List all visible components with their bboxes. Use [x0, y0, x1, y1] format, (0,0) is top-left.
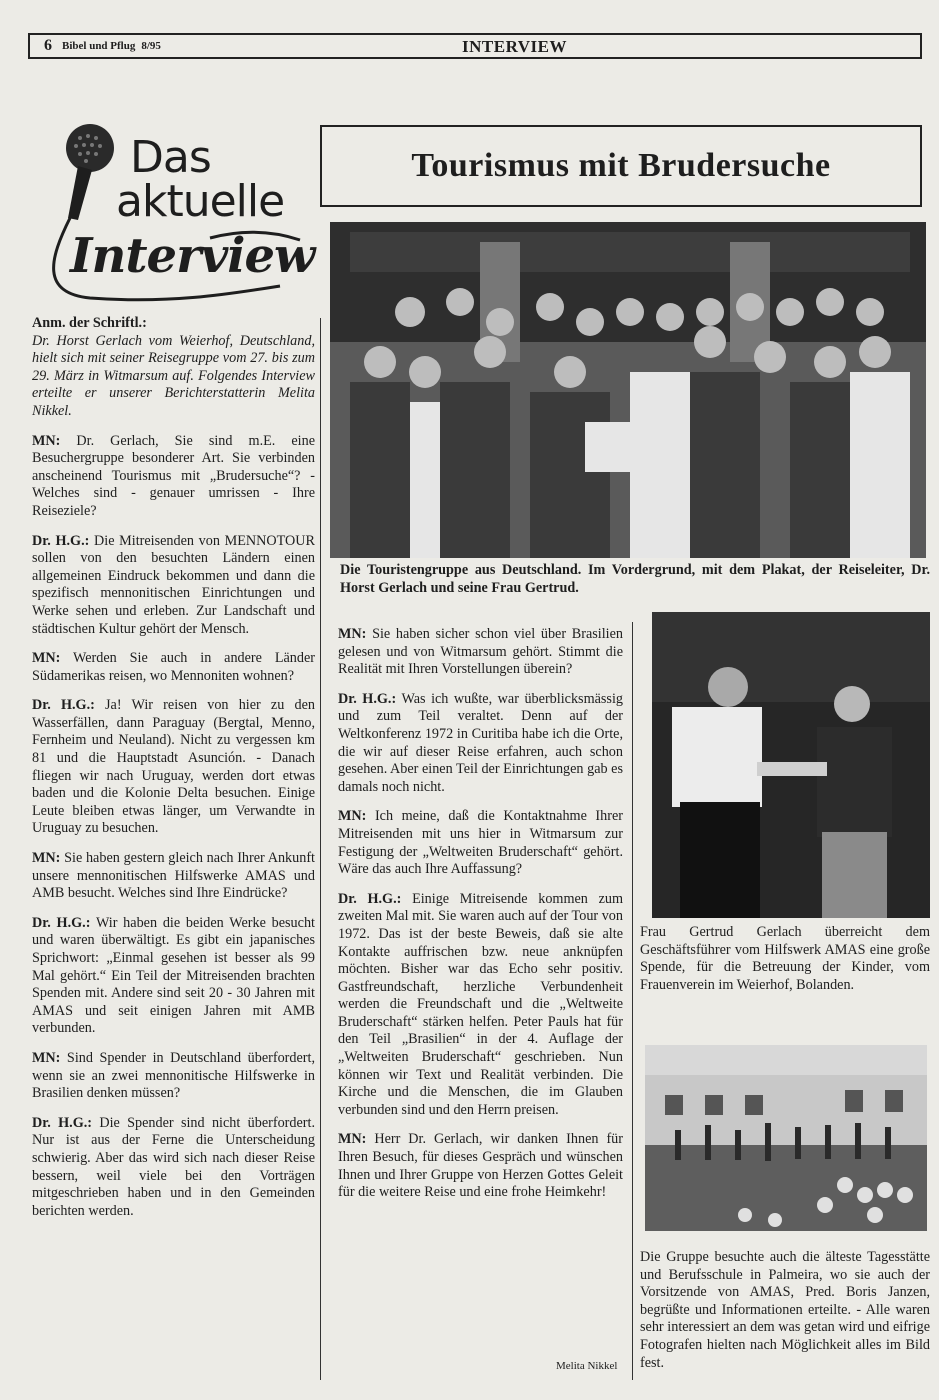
issue-number: 8/95: [141, 40, 161, 52]
article-column-left: [32, 315, 315, 1232]
speaker-label: Dr. H.G.:: [32, 914, 91, 931]
qa-text: Dr. Gerlach, Sie sind m.E. eine Besuchergruppe besonderer Art. Sie verbinden anscheinend Tourismus mit „Brudersuche“? - Welches sind - genauer umrissen - Ihre Reiseziele?: [32, 432, 315, 519]
qa-text: Herr Dr. Gerlach, wir danken Ihnen für Ihren Besuch, für dieses Gespräch und wünschen Ihnen und Ihrer Gruppe von Herzen Gottes Geleit für die weitere Reise und eine frohe Heimkehr!: [338, 1131, 623, 1201]
qa-paragraph: [32, 533, 315, 639]
logo-word-interview: Interview: [70, 228, 315, 284]
qa-paragraph: [338, 808, 623, 878]
qa-paragraph: [32, 915, 315, 1038]
section-title: INTERVIEW: [462, 37, 567, 56]
logo-word-das: Das: [130, 132, 211, 183]
group-photo: [330, 222, 926, 558]
qa-text: Was ich wußte, war überblicksmässig und zum Teil veraltet. Denn auf der Weltkonferenz 1972 in Curitiba habe ich die Orte, die wir auf dieser Reise erfahren, auch schon gesehen. Aber einen Teil der Einrichtungen gab es damals noch nicht.: [338, 690, 623, 795]
photo-caption: Frau Gertrud Gerlach überreicht dem Geschäftsführer vom Hilfswerk AMAS eine große Spende, für die Betreuung der Kinder, vom Frauenverein im Weierhof, Bolanden.: [640, 924, 930, 993]
qa-text: Ja! Wir reisen von hier zu den Wasserfällen, dann Paraguay (Bergtal, Menno, Fernheim und Neuland). Nicht zu vergessen km 81 und die Hauptstadt Asunción. - Danach fliegen wir nach Uruguay, werden dort etwas baden und die Kolonie Delta besuchen. Einige Leute bleiben etwas länger, um Verwandte in Uruguay zu besuchen.: [32, 697, 315, 837]
speaker-label: Dr. H.G.:: [32, 532, 90, 549]
intro-paragraph: [32, 315, 315, 421]
qa-text: Die Spender sind nicht überfordert. Nur ist aus der Ferne die Unterscheidung schwierig. Aber das wird sich nach dieser Reise bessern, weil viele bei den Vorträgen mitgeschrieben haben und in den Gemeinden berichten werden.: [32, 1114, 315, 1219]
intro-text: Dr. Horst Gerlach vom Weierhof, Deutschland, hielt sich mit seiner Reisegruppe vom 27. bis zum 29. März in Witmarsum auf. Folgendes Interview erteilte er unserer Berichterstatterin Melita Nikkel.: [32, 332, 315, 419]
qa-text: Ich meine, daß die Kontaktnahme Ihrer Mitreisenden mit uns hier in Witmarsum zur Festigung der „Weltweiten Bruderschaft“ gehört. Wäre das auch Ihre Auffassung?: [338, 808, 623, 878]
qa-paragraph: [32, 433, 315, 521]
speaker-label: MN:: [338, 626, 367, 642]
speaker-label: Dr. H.G.:: [338, 890, 402, 907]
speaker-label: MN:: [32, 850, 61, 867]
article-title: Tourismus mit Brudersuche: [411, 147, 831, 184]
speaker-label: MN:: [32, 432, 61, 449]
speaker-label: Dr. H.G.:: [32, 1114, 93, 1131]
intro-label: Anm. der Schriftl.:: [32, 315, 147, 331]
qa-paragraph: [32, 850, 315, 903]
qa-text: Einige Mitreisende kommen zum zweiten Mal mit. Sie waren auch auf der Tour von 1972. Das ist der beste Beweis, daß sie alte Kontakte auffrischen bzw. neue anknüpfen möchten. Bisher war das Echo sehr positiv. Gastfreundschaft, herzliche Verbundenheit werden die Freundschaft und die „Weltweite Bruderschaft“ stärken helfen. Peter Pauls hat für den Teil „Brasilien“ in der 4. Auflage der „Weltweiten Bruderschaft“ geschrieben. Nun können wir Text und Realität verbinden. Die Kirche und die Menschen, die im Glauben verbunden sind und den Herrn preisen.: [338, 890, 623, 1118]
column-divider: [632, 622, 633, 1380]
page-header-bar: [28, 33, 922, 59]
qa-text: Werden Sie auch in andere Länder Südamerikas reisen, wo Mennoniten wohnen?: [32, 650, 315, 684]
article-column-middle: [338, 626, 623, 1214]
logo-word-aktuelle: aktuelle: [116, 176, 285, 227]
qa-paragraph: [32, 1050, 315, 1103]
qa-text: Die Mitreisenden von MENNOTOUR sollen von den besuchten Ländern einen allgemeinen Eindruck bekommen und dann die spezifisch mennonitischen Einrichtungen und Werke sehen und erleben. Zur Landschaft und städtischen Kultur gehört der Mensch.: [32, 532, 315, 637]
handshake-photo: [652, 612, 930, 918]
column-divider: [320, 318, 321, 1380]
author-signature: Melita Nikkel: [556, 1360, 618, 1372]
qa-text: Wir haben die beiden Werke besucht und waren überwältigt. Es gibt ein japanisches Sprichwort: „Einmal gesehen ist besser als 99 Mal gehört.“ Ein Teil der Mitreisenden brachten Spenden mit. Andere sind seit 20 - 30 Jahren mit AMAS und seit einigen Jahren mit AMB verbunden.: [32, 914, 315, 1037]
qa-paragraph: [338, 691, 623, 797]
school-courtyard-photo: [645, 1045, 927, 1231]
article-title-box: [320, 125, 922, 207]
qa-text: Sind Spender in Deutschland überfordert, wenn sie an zwei mennonitische Hilfswerke in Brasilien denken müssen?: [32, 1049, 315, 1102]
speaker-label: Dr. H.G.:: [338, 690, 397, 707]
publication-name: Bibel und Pflug: [62, 40, 136, 52]
qa-paragraph: [338, 1131, 623, 1201]
qa-paragraph: [338, 891, 623, 1120]
page-number: 6: [44, 37, 52, 54]
speaker-label: Dr. H.G.:: [32, 697, 95, 714]
interview-logo: [30, 118, 320, 308]
photo-caption: Die Touristengruppe aus Deutschland. Im Vordergrund, mit dem Plakat, der Reiseleiter, Dr. Horst Gerlach und seine Frau Gertrud.: [340, 562, 930, 596]
qa-paragraph: [338, 626, 623, 679]
speaker-label: MN:: [338, 808, 367, 825]
speaker-label: MN:: [338, 1131, 367, 1148]
speaker-label: MN:: [32, 650, 61, 667]
speaker-label: MN:: [32, 1049, 61, 1066]
qa-text: Sie haben sicher schon viel über Brasilien gelesen und von Witmarsum gehört. Stimmt die Realität mit Ihren Vorstellungen überein?: [338, 626, 623, 678]
photo-caption: Die Gruppe besuchte auch die älteste Tagesstätte und Berufsschule in Palmeira, wo sie auch der Vorsitzende von AMAS, Pred. Boris Janzen, begrüßte und Informationen erteilte. - Alle waren sehr interessiert an dem was getan wird und eifrige Fotografen hielten nach Möglichkeit alles im Bild fest.: [640, 1249, 930, 1371]
qa-paragraph: [32, 697, 315, 838]
qa-text: Sie haben gestern gleich nach Ihrer Ankunft unsere mennonitischen Hilfswerke AMAS und AMB besucht. Welches sind Ihre Eindrücke?: [32, 850, 315, 902]
qa-paragraph: [32, 650, 315, 685]
qa-paragraph: [32, 1115, 315, 1221]
